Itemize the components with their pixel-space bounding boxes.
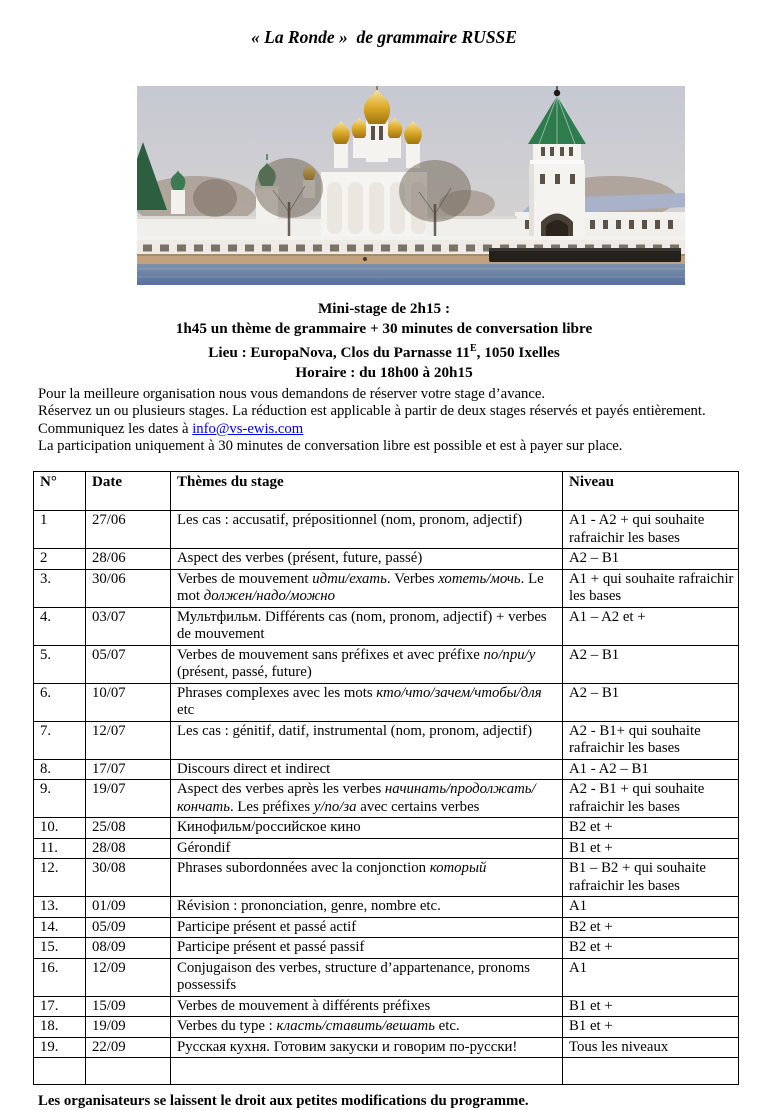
row-number-cell: 1 — [34, 511, 86, 549]
table-row — [34, 996, 739, 1017]
row-number-cell — [34, 1058, 86, 1085]
date-cell: 25/08 — [86, 818, 171, 839]
row-number-cell: 14. — [34, 917, 86, 938]
niveau-cell: A1 - A2 + qui souhaite rafraichir les bases — [563, 511, 739, 549]
date-cell: 12/07 — [86, 721, 171, 759]
theme-text: Aspect des verbes après les verbes — [177, 781, 385, 798]
date-cell: 30/08 — [86, 859, 171, 897]
theme-text: . Le mot — [177, 570, 544, 605]
russian-term: кто/что/зачем/чтобы/для — [376, 684, 542, 701]
russian-term: должен/надо/можно — [203, 588, 335, 605]
date-cell: 30/06 — [86, 569, 171, 607]
col-header-num: N° — [34, 471, 86, 511]
theme-text: Мультфильм. Différents cas (nom, pronom, adjectif) + verbes de mouvement — [177, 608, 547, 643]
row-number-cell: 8. — [34, 759, 86, 780]
theme-cell — [171, 1037, 563, 1058]
row-number-cell: 15. — [34, 938, 86, 959]
niveau-cell: A1 — [563, 897, 739, 918]
page-title: « La Ronde » de grammaire RUSSE — [251, 27, 517, 47]
row-number-cell: 16. — [34, 958, 86, 996]
niveau-cell: Tous les niveaux — [563, 1037, 739, 1058]
theme-cell — [171, 759, 563, 780]
table-row — [34, 721, 739, 759]
date-cell — [86, 1058, 171, 1085]
theme-cell — [171, 1017, 563, 1038]
theme-cell — [171, 838, 563, 859]
russian-term: начинать/продолжать/кончать — [177, 781, 536, 815]
theme-text: Discours direct et indirect — [177, 760, 331, 777]
theme-text: Phrases complexes avec les mots — [177, 684, 377, 701]
theme-text: avec certains verbes — [356, 798, 480, 815]
russian-term: класть/ставить/вешать — [276, 1018, 435, 1035]
schedule-table-wrap — [33, 471, 768, 1086]
theme-text: Les cas : génitif, datif, instrumental (nom, pronom, adjectif) — [177, 722, 533, 739]
theme-text: Aspect des verbes (présent, future, passé) — [177, 550, 423, 567]
theme-cell — [171, 897, 563, 918]
theme-cell — [171, 958, 563, 996]
row-number-cell: 18. — [34, 1017, 86, 1038]
date-cell: 10/07 — [86, 683, 171, 721]
row-number-cell: 17. — [34, 996, 86, 1017]
table-row — [34, 511, 739, 549]
table-row — [34, 838, 739, 859]
stage-table-body — [34, 511, 739, 1085]
russian-term: идти/ехать — [312, 570, 387, 587]
info-line-format: 1h45 un thème de grammaire + 30 minutes de conversation libre — [175, 320, 593, 337]
theme-text: Les cas : accusatif, prépositionnel (nom, pronom, adjectif) — [177, 512, 523, 529]
table-row — [34, 1017, 739, 1038]
russian-term: хотеть/мочь — [438, 570, 521, 587]
theme-text: Participe présent et passé actif — [177, 918, 357, 935]
theme-text: . Verbes — [386, 570, 439, 587]
theme-cell — [171, 511, 563, 549]
row-number-cell: 5. — [34, 645, 86, 683]
intro-paragraphs — [38, 386, 744, 456]
col-header-theme: Thèmes du stage — [171, 471, 563, 511]
theme-text: Conjugaison des verbes, structure d’appartenance, pronoms possessifs — [177, 959, 530, 994]
theme-text: Русская кухня. Готовим закуски и говорим по-русски! — [177, 1038, 518, 1055]
theme-cell — [171, 569, 563, 607]
theme-text: Verbes de mouvement — [177, 570, 313, 587]
niveau-cell: A2 - B1 + qui souhaite rafraichir les bases — [563, 780, 739, 818]
info-line-schedule: Horaire : du 18h00 à 20h15 — [295, 364, 473, 382]
date-cell: 12/09 — [86, 958, 171, 996]
table-row — [34, 683, 739, 721]
row-number-cell: 10. — [34, 818, 86, 839]
paragraph-participation: La participation uniquement à 30 minutes de conversation libre est possible et est à payer sur place. — [38, 438, 623, 455]
monastery-photo — [137, 86, 685, 285]
row-number-cell: 11. — [34, 838, 86, 859]
table-row — [34, 607, 739, 645]
date-cell: 22/09 — [86, 1037, 171, 1058]
table-row — [34, 569, 739, 607]
theme-cell — [171, 1058, 563, 1085]
theme-cell — [171, 780, 563, 818]
niveau-cell: B2 et + — [563, 818, 739, 839]
river-water — [137, 264, 685, 285]
theme-cell — [171, 938, 563, 959]
info-line-duration: Mini-stage de 2h15 : — [317, 300, 451, 317]
niveau-cell: B1 et + — [563, 838, 739, 859]
table-row — [34, 859, 739, 897]
date-cell: 17/07 — [86, 759, 171, 780]
row-number-cell: 2 — [34, 549, 86, 570]
theme-cell — [171, 607, 563, 645]
email-link[interactable]: info@vs-ewis.com — [192, 420, 304, 437]
niveau-cell: A2 - B1+ qui souhaite rafraichir les bases — [563, 721, 739, 759]
theme-text: Кинофильм/российское кино — [177, 819, 361, 836]
niveau-cell: A1 - A2 – B1 — [563, 759, 739, 780]
theme-cell — [171, 917, 563, 938]
col-header-niveau: Niveau — [563, 471, 739, 511]
niveau-cell: A1 – A2 et + — [563, 607, 739, 645]
superscript-e: E — [469, 343, 477, 354]
theme-text: Gérondif — [177, 839, 231, 856]
theme-cell — [171, 645, 563, 683]
table-row — [34, 759, 739, 780]
info-block — [0, 299, 768, 383]
table-row — [34, 780, 739, 818]
niveau-cell: A2 – B1 — [563, 645, 739, 683]
date-cell: 05/07 — [86, 645, 171, 683]
theme-text: Phrases subordonnées avec la conjonction — [177, 860, 430, 877]
russian-term: у/по/за — [313, 798, 357, 815]
table-header-row — [34, 471, 739, 511]
table-row — [34, 818, 739, 839]
niveau-cell: A2 – B1 — [563, 683, 739, 721]
table-row — [34, 897, 739, 918]
theme-cell — [171, 818, 563, 839]
row-number-cell: 19. — [34, 1037, 86, 1058]
paragraph-reservation: Pour la meilleure organisation nous vous demandons de réserver votre stage d’avance. — [38, 386, 546, 403]
table-row — [34, 645, 739, 683]
row-number-cell: 12. — [34, 859, 86, 897]
row-number-cell: 13. — [34, 897, 86, 918]
russian-term: который — [429, 860, 487, 877]
date-cell: 19/07 — [86, 780, 171, 818]
schedule-table — [33, 471, 739, 1086]
theme-text: (présent, passé, future) — [177, 664, 312, 681]
theme-text: Révision : prononciation, genre, nombre etc. — [177, 898, 441, 915]
row-number-cell: 9. — [34, 780, 86, 818]
theme-text: Verbes de mouvement sans préfixes et avec préfixe — [177, 646, 484, 663]
row-number-cell: 7. — [34, 721, 86, 759]
date-cell: 05/09 — [86, 917, 171, 938]
row-number-cell: 6. — [34, 683, 86, 721]
russian-term: по/при/у — [483, 646, 536, 663]
niveau-cell: B2 et + — [563, 917, 739, 938]
niveau-cell: B1 et + — [563, 996, 739, 1017]
theme-text: . Les préfixes — [229, 798, 314, 815]
theme-cell — [171, 683, 563, 721]
col-header-date: Date — [86, 471, 171, 511]
niveau-cell: A2 – B1 — [563, 549, 739, 570]
row-number-cell: 4. — [34, 607, 86, 645]
niveau-cell: A1 — [563, 958, 739, 996]
theme-text: Verbes du type : — [177, 1018, 277, 1035]
niveau-cell: B1 – B2 + qui souhaite rafraichir les bases — [563, 859, 739, 897]
date-cell: 27/06 — [86, 511, 171, 549]
table-row — [34, 1037, 739, 1058]
date-cell: 08/09 — [86, 938, 171, 959]
footer-note: Les organisateurs se laissent le droit aux petites modifications du programme. — [38, 1093, 529, 1110]
theme-text: etc. — [434, 1018, 460, 1035]
niveau-cell: B2 et + — [563, 938, 739, 959]
table-row — [34, 938, 739, 959]
theme-cell — [171, 549, 563, 570]
niveau-cell — [563, 1058, 739, 1085]
table-row — [34, 549, 739, 570]
date-cell: 15/09 — [86, 996, 171, 1017]
paragraph-discount: Réservez un ou plusieurs stages. La réduction est applicable à partir de deux stages réservés et payés entièrement. Communiquez les dates à info@vs-ewis.com — [38, 403, 706, 437]
theme-cell — [171, 721, 563, 759]
date-cell: 28/06 — [86, 549, 171, 570]
date-cell: 03/07 — [86, 607, 171, 645]
date-cell: 19/09 — [86, 1017, 171, 1038]
theme-text: Verbes de mouvement à différents préfixes — [177, 997, 431, 1014]
info-line-location: Lieu : EuropaNova, Clos du Parnasse $11^E$, 1050 Ixelles — [208, 343, 560, 362]
niveau-cell: B1 et + — [563, 1017, 739, 1038]
niveau-cell: A1 + qui souhaite rafraichir les bases — [563, 569, 739, 607]
date-cell: 01/09 — [86, 897, 171, 918]
theme-text: Participe présent et passé passif — [177, 939, 365, 956]
theme-cell — [171, 859, 563, 897]
theme-text: etc — [177, 702, 195, 719]
row-number-cell: 3. — [34, 569, 86, 607]
table-row — [34, 958, 739, 996]
table-row — [34, 1058, 739, 1085]
table-row — [34, 917, 739, 938]
date-cell: 28/08 — [86, 838, 171, 859]
theme-cell — [171, 996, 563, 1017]
